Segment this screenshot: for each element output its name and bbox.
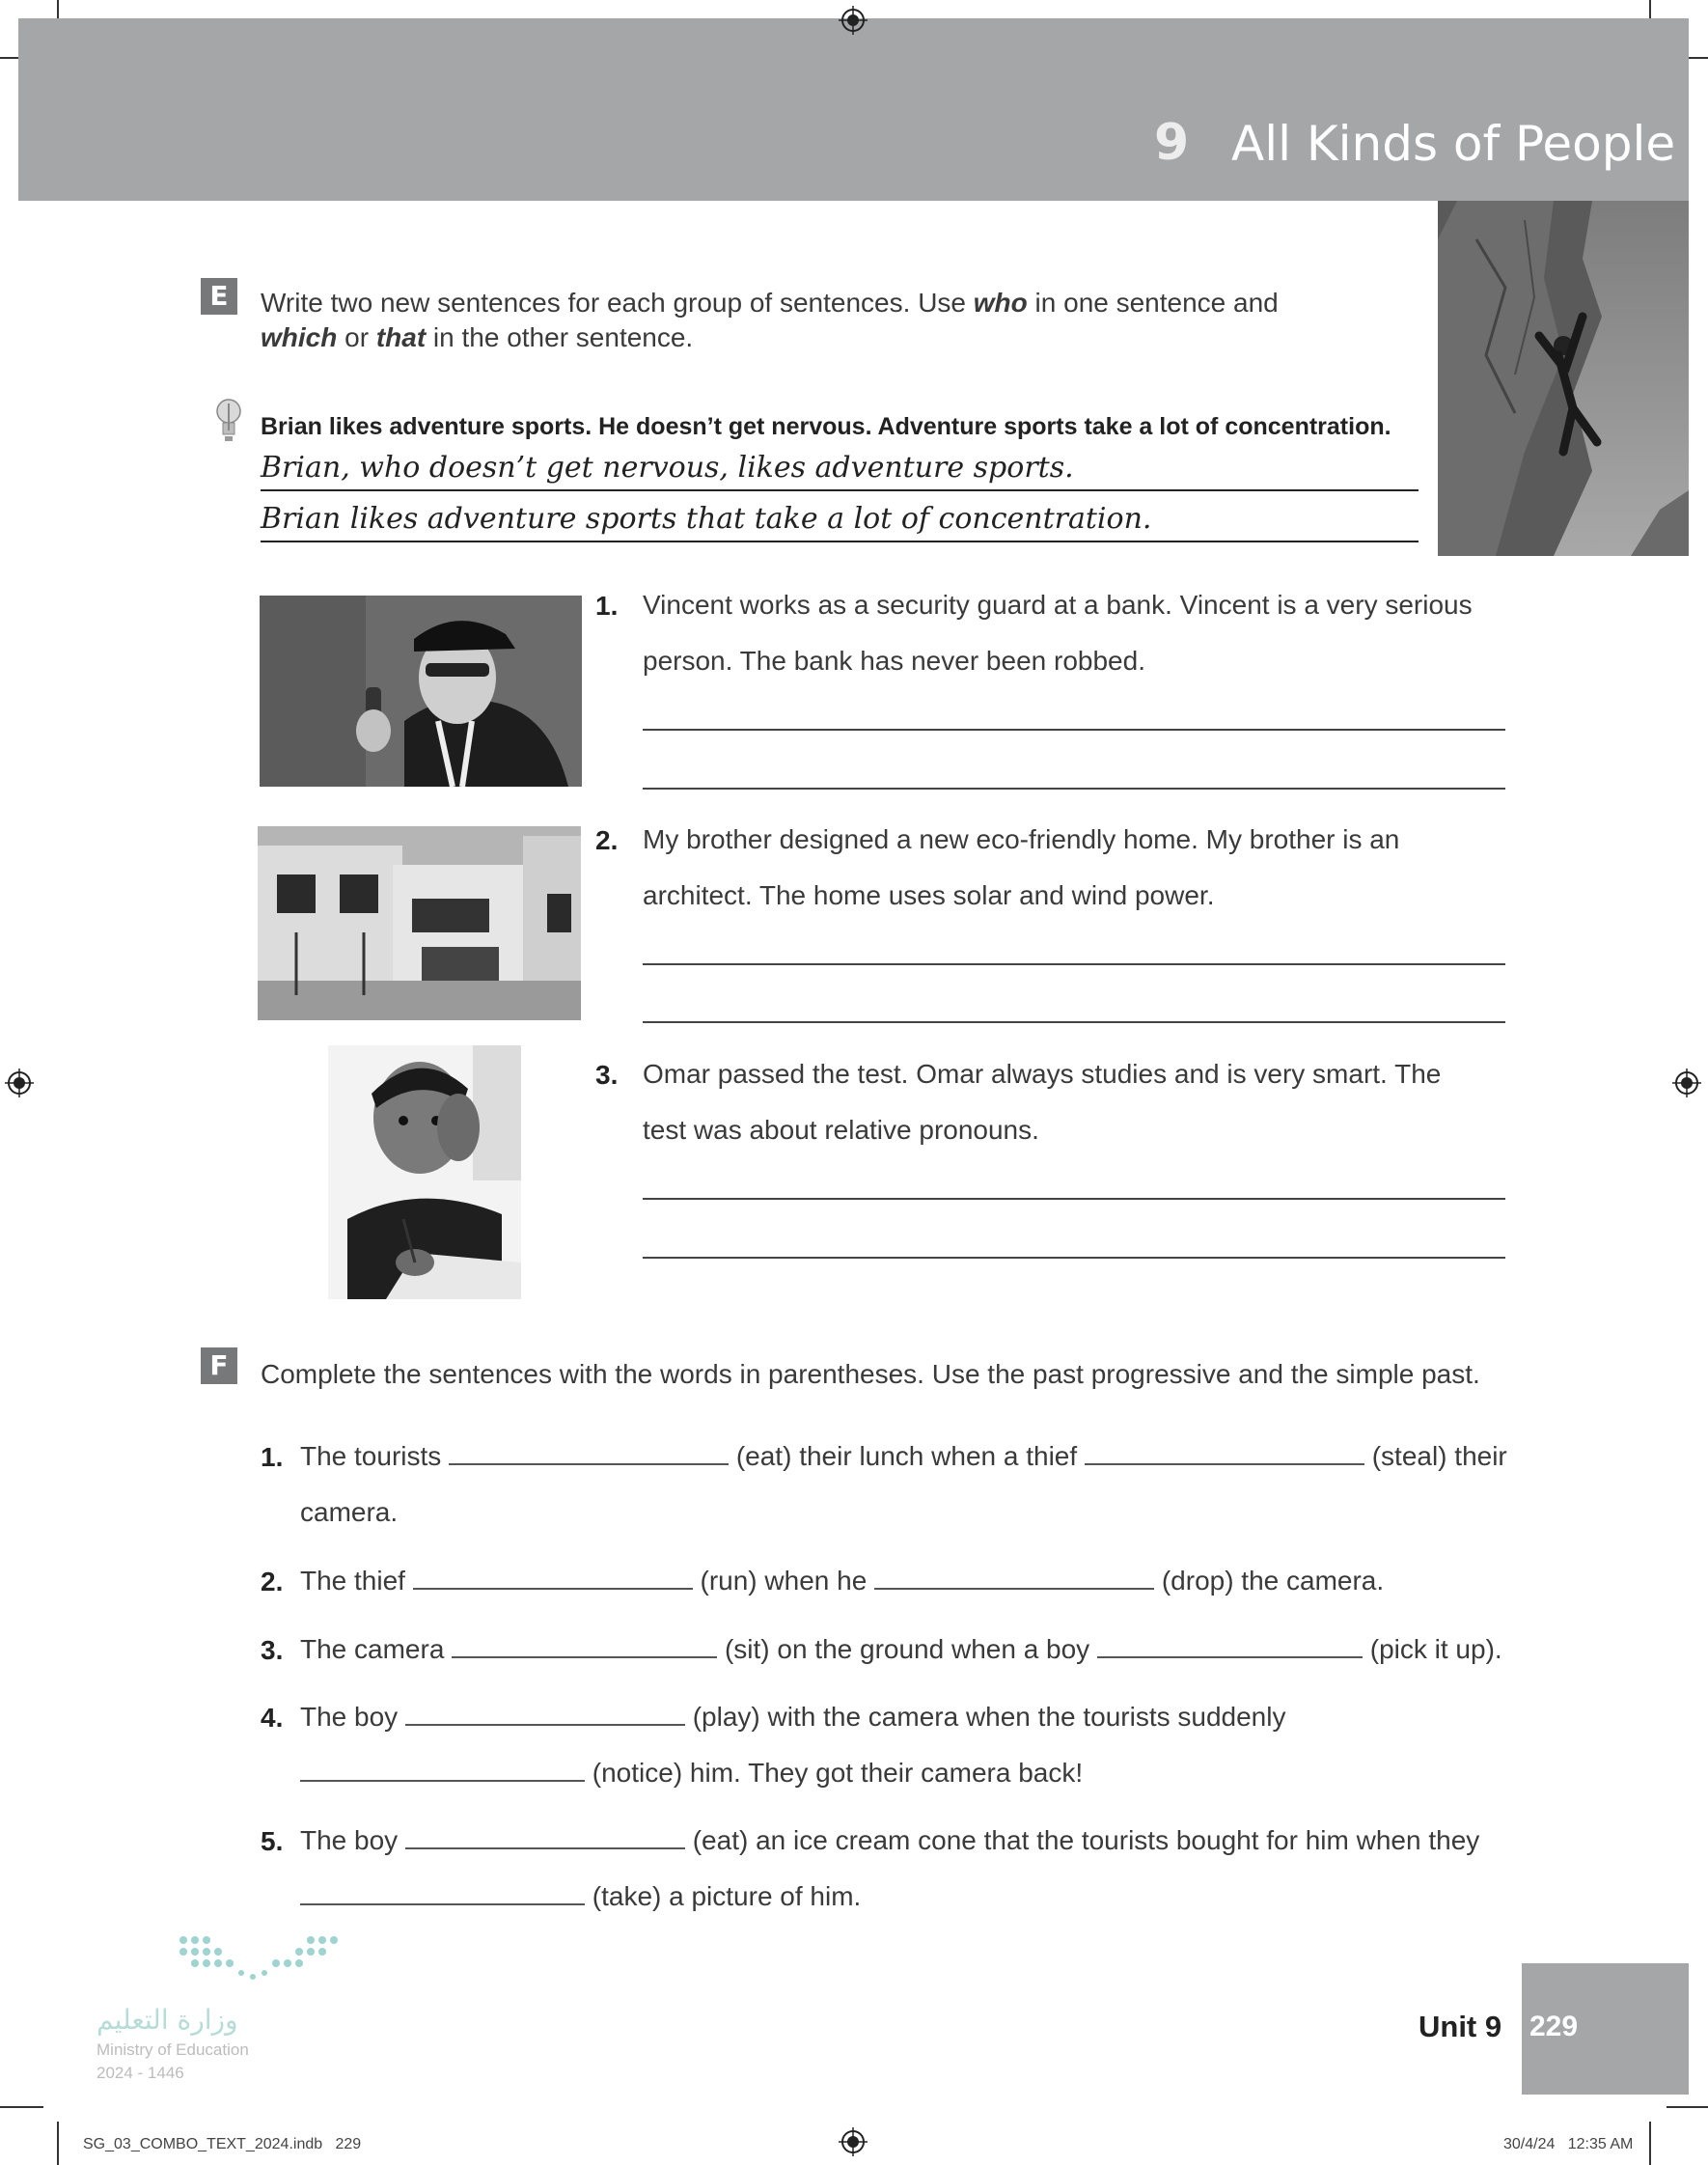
registration-mark-icon — [839, 2127, 868, 2156]
unit-header — [18, 18, 1689, 201]
registration-mark-icon — [839, 6, 868, 35]
lightbulb-icon — [214, 398, 243, 446]
fill-in-sentence: The camera (sit) on the ground when a boy (pick it up). — [300, 1634, 1502, 1664]
blank-input[interactable] — [405, 1826, 685, 1849]
footer-unit-label: Unit 9 — [1419, 2010, 1502, 2043]
registration-mark-icon — [1672, 1069, 1701, 1097]
answer-line — [643, 963, 1505, 965]
answer-line — [643, 1257, 1505, 1259]
item-number: 4. — [261, 1703, 284, 1733]
rock-climber-photo — [1438, 201, 1689, 556]
security-guard-photo — [260, 596, 582, 787]
item-number: 3. — [261, 1635, 284, 1665]
print-slug-right: 30/4/24 12:35 AM — [1503, 2136, 1634, 2152]
item-number: 2. — [595, 825, 619, 855]
item-number: 1. — [261, 1442, 284, 1472]
answer-line — [643, 1198, 1505, 1200]
ministry-year: 2024 - 1446 — [96, 2064, 184, 2082]
ministry-logo-dots-icon — [174, 1930, 347, 1988]
example-prompt: Brian likes adventure sports. He doesn’t get nervous. Adventure sports take a lot of concentration. — [261, 413, 1391, 440]
page-number: 229 — [1529, 2011, 1579, 2042]
ministry-english-name: Ministry of Education — [96, 2040, 249, 2059]
item-number: 5. — [261, 1826, 284, 1856]
student-boy-photo — [328, 1045, 521, 1299]
answer-line — [643, 788, 1505, 790]
blank-input[interactable] — [300, 1759, 585, 1782]
ministry-arabic-name: وزارة التعليم — [96, 2004, 238, 2036]
blank-input[interactable] — [413, 1567, 693, 1590]
blank-input[interactable] — [1097, 1635, 1363, 1658]
example-answer-2: Brian likes adventure sports that take a lot of concentration. — [261, 498, 1419, 542]
blank-input[interactable] — [449, 1442, 729, 1465]
eco-house-photo — [258, 826, 581, 1020]
fill-in-sentence: The thief (run) when he (drop) the camera. — [300, 1566, 1385, 1596]
item-text: Vincent works as a security guard at a bank. Vincent is a very serious person. The bank has never been robbed. — [643, 590, 1473, 676]
fill-in-sentence: The boy (play) with the camera when the tourists suddenly (notice) him. They got their camera back! — [300, 1702, 1286, 1788]
section-e-instruction: Write two new sentences for each group of sentences. Use who in one sentence and which or that in the other sentence. — [261, 288, 1279, 352]
answer-line — [643, 729, 1505, 731]
blank-input[interactable] — [874, 1567, 1154, 1590]
fill-in-sentence: The tourists (eat) their lunch when a thief (steal) their camera. — [300, 1441, 1507, 1527]
item-number: 2. — [261, 1567, 284, 1596]
unit-number: 9 — [1154, 114, 1190, 172]
section-f-badge: F — [201, 1347, 237, 1384]
blank-input[interactable] — [300, 1882, 585, 1905]
item-number: 1. — [595, 591, 619, 621]
item-text: Omar passed the test. Omar always studies and is very smart. The test was about relative pronouns. — [643, 1059, 1442, 1145]
section-e-badge: E — [201, 278, 237, 315]
crop-mark — [0, 2106, 43, 2108]
blank-input[interactable] — [452, 1635, 717, 1658]
section-f-instruction: Complete the sentences with the words in parentheses. Use the past progressive and the simple past. — [261, 1359, 1480, 1389]
unit-title: All Kinds of People — [1231, 116, 1676, 172]
item-number: 3. — [595, 1060, 619, 1090]
blank-input[interactable] — [1085, 1442, 1364, 1465]
fill-in-sentence: The boy (eat) an ice cream cone that the tourists bought for him when they (take) a picture of him. — [300, 1825, 1480, 1911]
answer-line — [643, 1021, 1505, 1023]
crop-mark — [1649, 2122, 1651, 2165]
crop-mark — [57, 2122, 59, 2165]
example-answer-1: Brian, who doesn’t get nervous, likes adventure sports. — [261, 447, 1419, 491]
registration-mark-icon — [5, 1069, 34, 1097]
blank-input[interactable] — [405, 1703, 685, 1726]
print-slug-left: SG_03_COMBO_TEXT_2024.indb 229 — [83, 2136, 362, 2152]
item-text: My brother designed a new eco-friendly home. My brother is an architect. The home uses solar and wind power. — [643, 824, 1400, 910]
crop-mark — [1667, 2106, 1708, 2108]
